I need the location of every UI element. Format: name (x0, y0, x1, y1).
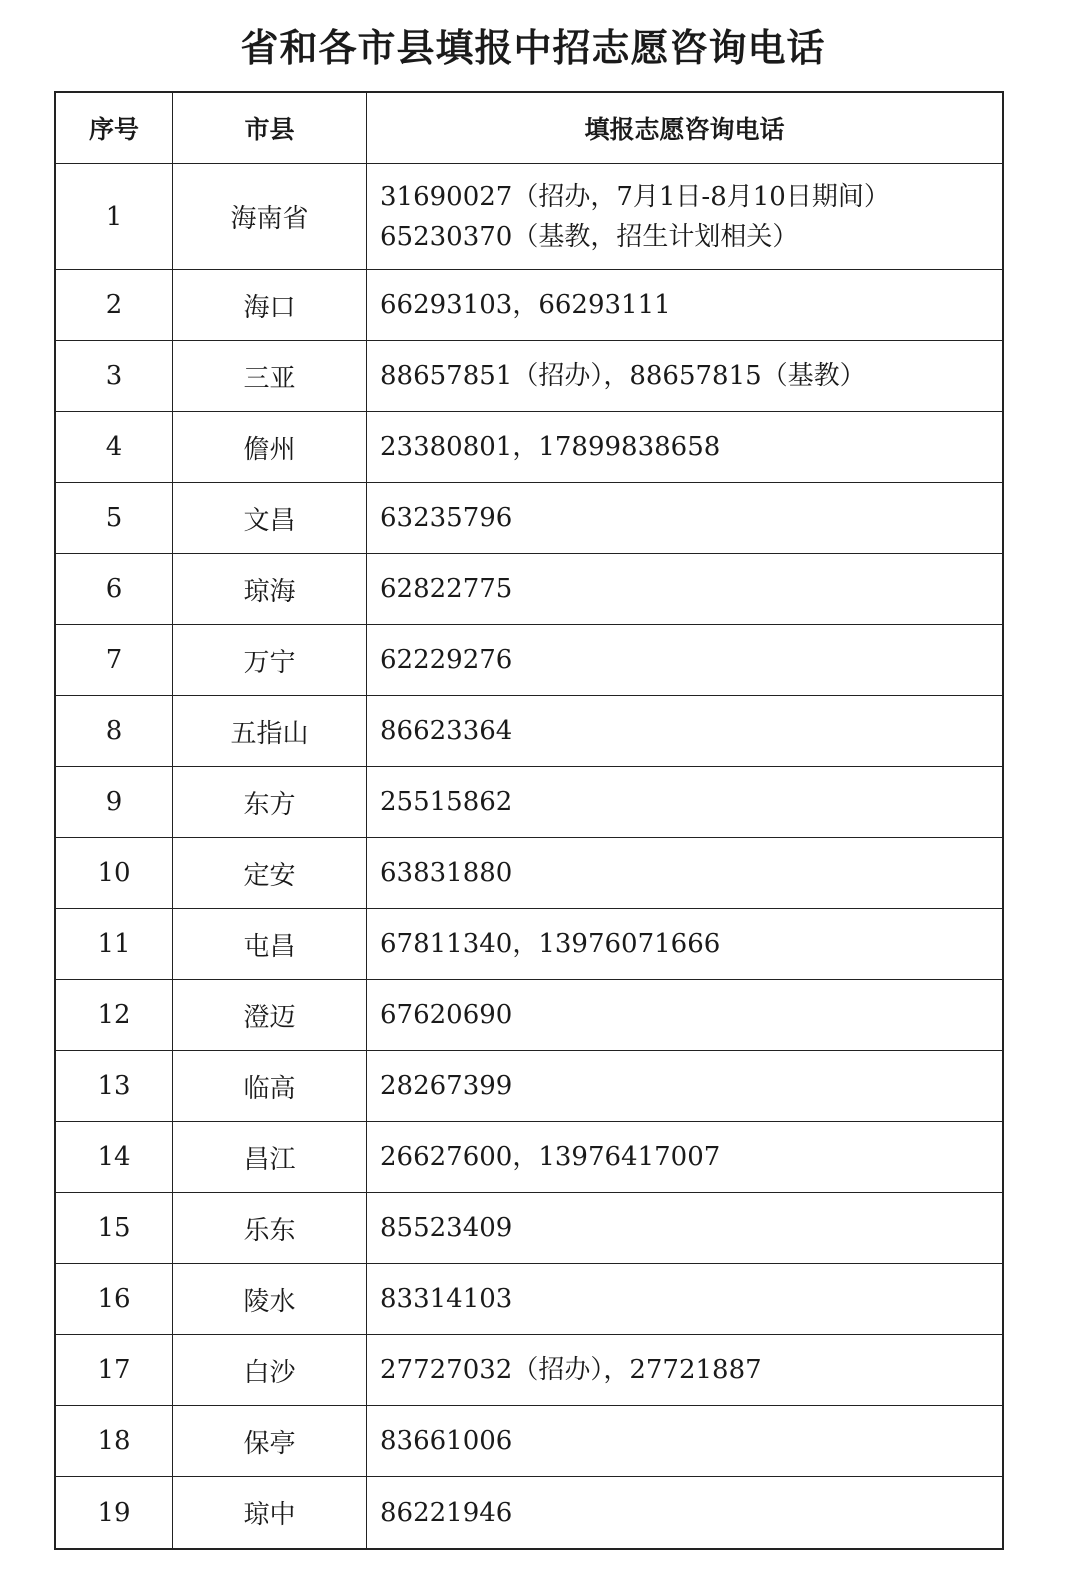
table-row (56, 554, 1002, 625)
row-city: 定安 (173, 838, 367, 908)
row-number: 8 (56, 696, 173, 766)
table-row (56, 164, 1002, 270)
row-phones (367, 909, 1002, 979)
row-number: 18 (56, 1406, 173, 1476)
contact-table (54, 91, 1004, 1550)
row-number: 4 (56, 412, 173, 482)
row-phones (367, 1193, 1002, 1263)
row-city: 陵水 (173, 1264, 367, 1334)
table-row (56, 1264, 1002, 1335)
phone-line: 63831880 (380, 858, 513, 888)
phone-line: 86221946 (380, 1497, 513, 1528)
table-row (56, 767, 1002, 838)
row-phones (367, 1051, 1002, 1121)
table-row (56, 980, 1002, 1051)
page-title: 省和各市县填报中招志愿咨询电话 (240, 26, 826, 70)
row-city: 万宁 (173, 625, 367, 695)
row-city: 琼中 (173, 1477, 367, 1548)
phone-line: 67811340，13976071666 (380, 929, 721, 959)
row-phones (367, 1406, 1002, 1476)
phone-line: 65230370（基教，招生计划相关） (380, 221, 799, 252)
row-number: 2 (56, 270, 173, 340)
phone-line: 83314103 (380, 1284, 513, 1314)
row-city: 乐东 (173, 1193, 367, 1263)
row-phones (367, 625, 1002, 695)
header-number: 序号 (56, 93, 173, 163)
row-number: 19 (56, 1477, 173, 1548)
table-row (56, 1193, 1002, 1264)
row-city: 屯昌 (173, 909, 367, 979)
table-row (56, 1335, 1002, 1406)
phone-line: 62822775 (380, 574, 513, 604)
row-number: 13 (56, 1051, 173, 1121)
phone-line: 26627600，13976417007 (380, 1142, 721, 1172)
phone-line: 67620690 (380, 1000, 513, 1030)
phone-line: 85523409 (380, 1213, 513, 1243)
phone-line: 25515862 (380, 787, 513, 817)
row-phones (367, 1477, 1002, 1548)
table-row (56, 412, 1002, 483)
table-row (56, 838, 1002, 909)
row-city: 保亭 (173, 1406, 367, 1476)
row-number: 6 (56, 554, 173, 624)
row-number: 12 (56, 980, 173, 1050)
table-row (56, 625, 1002, 696)
phone-line: 31690027（招办，7月1日-8月10日期间） (380, 181, 890, 212)
table-row (56, 909, 1002, 980)
row-city: 东方 (173, 767, 367, 837)
row-city: 琼海 (173, 554, 367, 624)
table-row (56, 1122, 1002, 1193)
row-phones (367, 483, 1002, 553)
row-phones (367, 164, 1002, 269)
row-phones (367, 696, 1002, 766)
row-number: 5 (56, 483, 173, 553)
row-number: 10 (56, 838, 173, 908)
row-number: 17 (56, 1335, 173, 1405)
phone-line: 28267399 (380, 1071, 513, 1101)
table-row (56, 1406, 1002, 1477)
row-city: 昌江 (173, 1122, 367, 1192)
row-city: 澄迈 (173, 980, 367, 1050)
row-city: 儋州 (173, 412, 367, 482)
header-city: 市县 (173, 93, 367, 163)
row-city: 海口 (173, 270, 367, 340)
row-city: 三亚 (173, 341, 367, 411)
row-number: 1 (56, 164, 173, 269)
table-row (56, 696, 1002, 767)
row-phones (367, 1264, 1002, 1334)
table-row (56, 341, 1002, 412)
row-phones (367, 838, 1002, 908)
phone-line: 66293103，66293111 (380, 290, 671, 320)
row-number: 16 (56, 1264, 173, 1334)
table-row (56, 1051, 1002, 1122)
row-city: 临高 (173, 1051, 367, 1121)
phone-line: 23380801，17899838658 (380, 432, 721, 462)
row-city: 文昌 (173, 483, 367, 553)
row-phones (367, 412, 1002, 482)
table-header-row (56, 93, 1002, 164)
header-phone: 填报志愿咨询电话 (584, 115, 785, 144)
row-number: 15 (56, 1193, 173, 1263)
table-row (56, 270, 1002, 341)
row-phones (367, 554, 1002, 624)
row-phones (367, 1122, 1002, 1192)
phone-line: 27727032（招办），27721887 (380, 1355, 762, 1385)
table-body (56, 164, 1002, 1548)
row-phones (367, 980, 1002, 1050)
row-phones (367, 270, 1002, 340)
table-row (56, 483, 1002, 554)
row-phones (367, 1335, 1002, 1405)
row-city: 白沙 (173, 1335, 367, 1405)
phone-line: 63235796 (380, 503, 513, 533)
row-city: 五指山 (173, 696, 367, 766)
row-number: 3 (56, 341, 173, 411)
row-phones (367, 341, 1002, 411)
row-number: 11 (56, 909, 173, 979)
row-number: 14 (56, 1122, 173, 1192)
phone-line: 83661006 (380, 1426, 513, 1456)
row-number: 9 (56, 767, 173, 837)
phone-line: 86623364 (380, 716, 513, 746)
row-number: 7 (56, 625, 173, 695)
phone-line: 62229276 (380, 645, 513, 675)
row-city: 海南省 (173, 164, 367, 269)
table-row (56, 1477, 1002, 1548)
row-phones (367, 767, 1002, 837)
phone-line: 88657851（招办），88657815（基教） (380, 361, 866, 391)
